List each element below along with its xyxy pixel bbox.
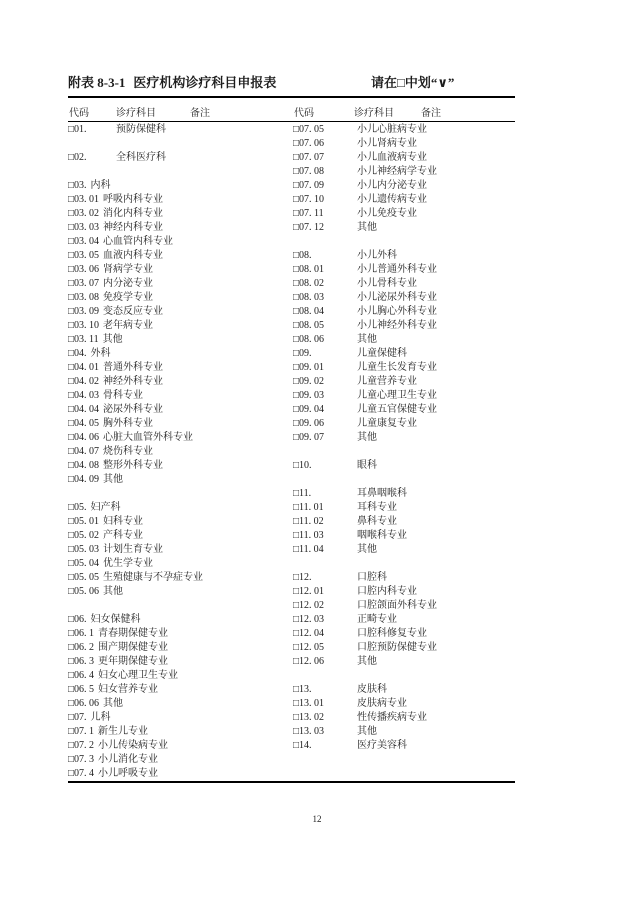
table-row xyxy=(293,291,515,305)
checkbox-code[interactable]: □07. 11 xyxy=(293,208,324,219)
table-row xyxy=(68,207,292,221)
checkbox-code[interactable]: □13. 02 xyxy=(293,712,325,723)
table-row-blank xyxy=(293,473,515,487)
checkbox-code[interactable]: □03. 06 xyxy=(68,264,100,275)
checkbox-code[interactable]: □07. xyxy=(68,712,87,723)
checkbox-code[interactable]: □07. 3 xyxy=(68,754,95,765)
checkbox-code[interactable]: □04. xyxy=(68,348,87,359)
table-row xyxy=(68,669,292,683)
checkbox-code[interactable]: □06. 5 xyxy=(68,684,95,695)
table-row xyxy=(68,347,292,361)
table-row xyxy=(293,137,515,151)
table-row xyxy=(293,529,515,543)
table-row xyxy=(293,711,515,725)
subject-name: 正畸专业 xyxy=(357,614,397,625)
checkbox-code[interactable]: □03. 10 xyxy=(68,320,100,331)
checkbox-code[interactable]: □05. 06 xyxy=(68,586,100,597)
checkbox-code[interactable]: □01. xyxy=(68,124,87,135)
table-row xyxy=(293,333,515,347)
subject-name: 其他 xyxy=(103,698,124,709)
subject-name: 小儿传染病专业 xyxy=(98,740,169,751)
table-row xyxy=(68,641,292,655)
subject-name: 新生儿专业 xyxy=(98,726,149,737)
subject-name: 口腔预防保健专业 xyxy=(357,642,437,653)
checkbox-code[interactable]: □08. 02 xyxy=(293,278,325,289)
checkbox-code[interactable]: □05. xyxy=(68,502,87,513)
subject-name: 消化内科专业 xyxy=(103,208,164,219)
checkbox-code[interactable]: □09. 02 xyxy=(293,376,325,387)
table-row xyxy=(293,431,515,445)
subject-name: 小儿肾病专业 xyxy=(357,138,417,149)
checkbox-code[interactable]: □04. 03 xyxy=(68,390,100,401)
table-row xyxy=(293,207,515,221)
checkbox-code[interactable]: □05. 01 xyxy=(68,516,100,527)
table-row xyxy=(293,179,515,193)
checkbox-code[interactable]: □07. 4 xyxy=(68,768,95,779)
subject-name: 小儿骨科专业 xyxy=(357,278,417,289)
table-column-right xyxy=(293,123,515,781)
table-column-left xyxy=(68,123,292,781)
checkbox-code[interactable]: □04. 09 xyxy=(68,474,100,485)
table-row xyxy=(68,627,292,641)
page-title: 医疗机构诊疗科目申报表 xyxy=(133,75,277,90)
checkbox-code[interactable]: □04. 02 xyxy=(68,376,100,387)
table-row xyxy=(68,501,292,515)
subject-name: 围产期保健专业 xyxy=(98,642,169,653)
table-row xyxy=(293,725,515,739)
table-row xyxy=(293,515,515,529)
subject-name: 妇产科 xyxy=(90,502,121,513)
checkbox-code[interactable]: □08. 03 xyxy=(293,292,325,303)
subject-name: 咽喉科专业 xyxy=(357,530,407,541)
header-rule xyxy=(68,121,515,122)
checkbox-code[interactable]: □09. 04 xyxy=(293,404,325,415)
subject-name: 儿童生长发育专业 xyxy=(357,362,437,373)
subject-name: 儿童康复专业 xyxy=(357,418,417,429)
subject-name: 其他 xyxy=(103,586,124,597)
table-row xyxy=(68,613,292,627)
checkbox-code[interactable]: □11. 02 xyxy=(293,516,324,527)
table-row-blank xyxy=(293,445,515,459)
subject-name: 小儿心脏病专业 xyxy=(357,124,427,135)
subject-name: 血液内科专业 xyxy=(103,250,164,261)
table-row xyxy=(293,319,515,333)
checkbox-code[interactable]: □04. 04 xyxy=(68,404,100,415)
subject-name: 外科 xyxy=(90,348,111,359)
title-line xyxy=(68,72,276,91)
subject-name: 小儿遗传病专业 xyxy=(357,194,427,205)
subject-name: 鼻科专业 xyxy=(357,516,397,527)
checkbox-code[interactable]: □05. 02 xyxy=(68,530,100,541)
checkbox-code[interactable]: □12. 05 xyxy=(293,642,325,653)
checkbox-code[interactable]: □08. 01 xyxy=(293,264,325,275)
table-row xyxy=(293,487,515,501)
subject-name: 其他 xyxy=(103,474,124,485)
checkbox-code[interactable]: □03. xyxy=(68,180,87,191)
subject-name: 妇女心理卫生专业 xyxy=(98,670,179,681)
table-row xyxy=(68,179,292,193)
subject-name: 预防保健科 xyxy=(116,124,166,135)
checkbox-code[interactable]: □09. 01 xyxy=(293,362,325,373)
table-row xyxy=(68,361,292,375)
checkbox-code[interactable]: □03. 11 xyxy=(68,334,99,345)
subject-name: 计划生育专业 xyxy=(103,544,164,555)
table-row xyxy=(293,221,515,235)
checkbox-code[interactable]: □06. 06 xyxy=(68,698,100,709)
table-row xyxy=(68,445,292,459)
subject-name: 青春期保健专业 xyxy=(98,628,169,639)
column-header-code-left: 代码 xyxy=(69,108,89,119)
table-row xyxy=(68,319,292,333)
table-row xyxy=(293,249,515,263)
column-header-row xyxy=(68,104,515,120)
subject-name: 眼科 xyxy=(357,460,377,471)
table-row xyxy=(68,389,292,403)
subject-name: 骨科专业 xyxy=(103,390,144,401)
subject-name: 全科医疗科 xyxy=(116,152,166,163)
subject-name: 优生学专业 xyxy=(103,558,154,569)
bottom-rule xyxy=(68,781,515,783)
checkbox-code[interactable]: □11. 03 xyxy=(293,530,324,541)
subject-name: 儿童营养专业 xyxy=(357,376,417,387)
table-row-blank xyxy=(293,753,515,767)
table-row xyxy=(293,193,515,207)
subject-name: 皮肤病专业 xyxy=(357,698,407,709)
subject-name: 神经外科专业 xyxy=(103,376,164,387)
table-row xyxy=(68,557,292,571)
table-row xyxy=(293,459,515,473)
subject-name: 老年病专业 xyxy=(103,320,154,331)
subject-name: 呼吸内科专业 xyxy=(103,194,164,205)
checkbox-code[interactable]: □05. 05 xyxy=(68,572,100,583)
checkbox-code[interactable]: □05. 04 xyxy=(68,558,100,569)
table-row xyxy=(68,697,292,711)
checkbox-instruction: 请在□中划“∨” xyxy=(371,75,455,90)
checkbox-code[interactable]: □03. 08 xyxy=(68,292,100,303)
subject-name: 小儿神经外科专业 xyxy=(357,320,437,331)
checkbox-code[interactable]: □12. xyxy=(293,572,312,583)
checkbox-code[interactable]: □03. 05 xyxy=(68,250,100,261)
table-row xyxy=(68,711,292,725)
checkbox-code[interactable]: □07. 12 xyxy=(293,222,325,233)
table-row xyxy=(68,473,292,487)
subject-name: 内科 xyxy=(90,180,111,191)
checkbox-code[interactable]: □07. 09 xyxy=(293,180,325,191)
table-row xyxy=(293,599,515,613)
table-row xyxy=(68,417,292,431)
table-row xyxy=(293,739,515,753)
table-row xyxy=(293,375,515,389)
column-header-subject-right: 诊疗科目 xyxy=(354,108,394,119)
subject-name: 口腔科 xyxy=(357,572,387,583)
subject-name: 小儿血液病专业 xyxy=(357,152,427,163)
checkbox-code[interactable]: □03. 01 xyxy=(68,194,100,205)
checkbox-code[interactable]: □08. xyxy=(293,250,312,261)
subject-name: 口腔科修复专业 xyxy=(357,628,427,639)
table-row xyxy=(68,585,292,599)
table-row xyxy=(68,655,292,669)
checkbox-code[interactable]: □09. xyxy=(293,348,312,359)
subject-name: 免疫学专业 xyxy=(103,292,154,303)
table-row xyxy=(68,543,292,557)
table-row xyxy=(68,291,292,305)
table-row xyxy=(68,333,292,347)
table-row xyxy=(68,571,292,585)
column-header-remark-left: 备注 xyxy=(190,108,210,119)
checkbox-code[interactable]: □09. 06 xyxy=(293,418,325,429)
table-row xyxy=(293,403,515,417)
checkbox-code[interactable]: □12. 03 xyxy=(293,614,325,625)
checkbox-code[interactable]: □08. 05 xyxy=(293,320,325,331)
table-row xyxy=(293,347,515,361)
checkbox-code[interactable]: □13. xyxy=(293,684,312,695)
checkbox-code[interactable]: □07. 10 xyxy=(293,194,325,205)
subject-name: 小儿普通外科专业 xyxy=(357,264,437,275)
table-row xyxy=(293,697,515,711)
table-row xyxy=(293,123,515,137)
checkbox-code[interactable]: □03. 09 xyxy=(68,306,100,317)
checkbox-code[interactable]: □06. 2 xyxy=(68,642,95,653)
subject-name: 儿童心理卫生专业 xyxy=(357,390,437,401)
checkbox-code[interactable]: □12. 01 xyxy=(293,586,325,597)
table-row-blank xyxy=(68,599,292,613)
subject-name: 耳科专业 xyxy=(357,502,397,513)
table-row xyxy=(293,151,515,165)
table-row xyxy=(293,277,515,291)
subject-name: 产科专业 xyxy=(103,530,144,541)
table-row xyxy=(293,683,515,697)
table-row xyxy=(293,361,515,375)
subject-name: 小儿消化专业 xyxy=(98,754,159,765)
table-row xyxy=(68,277,292,291)
table-row-blank xyxy=(293,235,515,249)
table-row xyxy=(293,165,515,179)
subject-name: 儿童五官保健专业 xyxy=(357,404,437,415)
table-row xyxy=(68,403,292,417)
subject-name: 其他 xyxy=(357,726,377,737)
checkbox-code[interactable]: □04. 08 xyxy=(68,460,100,471)
table-row xyxy=(293,571,515,585)
checkbox-code[interactable]: □07. 2 xyxy=(68,740,95,751)
table-row xyxy=(68,529,292,543)
subject-name: 耳鼻咽喉科 xyxy=(357,488,407,499)
checkbox-code[interactable]: □04. 07 xyxy=(68,446,100,457)
subject-name: 其他 xyxy=(102,334,123,345)
table-row xyxy=(293,389,515,403)
table-row xyxy=(68,305,292,319)
checkbox-code[interactable]: □03. 07 xyxy=(68,278,100,289)
form-table-label: 附表 8-3-1 xyxy=(68,75,126,90)
table-row xyxy=(293,613,515,627)
subject-name: 变态反应专业 xyxy=(103,306,164,317)
table-row xyxy=(68,249,292,263)
checkbox-code[interactable]: □14. xyxy=(293,740,312,751)
subject-name: 口腔颌面外科专业 xyxy=(357,600,437,611)
subject-name: 其他 xyxy=(357,334,377,345)
table-row-blank xyxy=(293,767,515,781)
checkbox-code[interactable]: □11. xyxy=(293,488,312,499)
checkbox-code[interactable]: □12. 02 xyxy=(293,600,325,611)
subject-name: 胸外科专业 xyxy=(103,418,154,429)
table-row xyxy=(68,193,292,207)
checkbox-code[interactable]: □04. 06 xyxy=(68,432,100,443)
checkbox-code[interactable]: □06. 4 xyxy=(68,670,95,681)
checkbox-code[interactable]: □06. 3 xyxy=(68,656,95,667)
subject-name: 皮肤科 xyxy=(357,684,387,695)
table-row xyxy=(68,235,292,249)
checkbox-code[interactable]: □04. 01 xyxy=(68,362,100,373)
table-row-blank xyxy=(68,137,292,151)
table-row xyxy=(293,655,515,669)
page-number: 12 xyxy=(312,814,322,824)
table-row xyxy=(293,417,515,431)
checkbox-code[interactable]: □11. 04 xyxy=(293,544,324,555)
checkbox-code[interactable]: □02. xyxy=(68,152,87,163)
subject-name: 心脏大血管外科专业 xyxy=(103,432,194,443)
table-row xyxy=(293,627,515,641)
checkbox-code[interactable]: □11. 01 xyxy=(293,502,324,513)
checkbox-code[interactable]: □03. 04 xyxy=(68,236,100,247)
subject-name: 小儿呼吸专业 xyxy=(98,768,159,779)
checkbox-code[interactable]: □08. 04 xyxy=(293,306,325,317)
table-row xyxy=(68,739,292,753)
table-row-blank xyxy=(68,165,292,179)
subject-name: 烧伤科专业 xyxy=(103,446,154,457)
subject-name: 小儿免疫专业 xyxy=(357,208,417,219)
subject-name: 其他 xyxy=(357,544,377,555)
checkbox-code[interactable]: □09. 03 xyxy=(293,390,325,401)
subject-name: 儿童保健科 xyxy=(357,348,407,359)
table-row xyxy=(68,263,292,277)
table-row xyxy=(293,585,515,599)
table-row-blank xyxy=(293,557,515,571)
table-row xyxy=(68,725,292,739)
column-header-remark-right: 备注 xyxy=(421,108,441,119)
checkbox-code[interactable]: □12. 06 xyxy=(293,656,325,667)
checkbox-code[interactable]: □10. xyxy=(293,460,312,471)
table-row xyxy=(293,543,515,557)
subject-name: 口腔内科专业 xyxy=(357,586,417,597)
subject-name: 小儿胸心外科专业 xyxy=(357,306,437,317)
subject-name: 性传播疾病专业 xyxy=(357,712,427,723)
subject-name: 妇女保健科 xyxy=(90,614,141,625)
table-row xyxy=(68,151,292,165)
subject-name: 其他 xyxy=(357,222,377,233)
checkbox-code[interactable]: □07. 05 xyxy=(293,124,325,135)
subject-name: 妇女营养专业 xyxy=(98,684,159,695)
table-row xyxy=(68,221,292,235)
subject-name: 内分泌专业 xyxy=(103,278,154,289)
checkbox-code[interactable]: □13. 03 xyxy=(293,726,325,737)
subject-name: 更年期保健专业 xyxy=(98,656,169,667)
table-row xyxy=(68,767,292,781)
table-row xyxy=(68,123,292,137)
subject-name: 小儿泌尿外科专业 xyxy=(357,292,437,303)
table-row-blank xyxy=(293,669,515,683)
column-header-subject-left: 诊疗科目 xyxy=(116,108,156,119)
subject-name: 心血管内科专业 xyxy=(103,236,174,247)
checkbox-code[interactable]: □09. 07 xyxy=(293,432,325,443)
checkbox-code[interactable]: □03. 02 xyxy=(68,208,100,219)
checkbox-code[interactable]: □05. 03 xyxy=(68,544,100,555)
table-row xyxy=(68,683,292,697)
checkbox-code[interactable]: □06. xyxy=(68,614,87,625)
subject-name: 泌尿外科专业 xyxy=(103,404,164,415)
checkbox-code[interactable]: □07. 08 xyxy=(293,166,325,177)
checkbox-code[interactable]: □12. 04 xyxy=(293,628,325,639)
table-row xyxy=(293,305,515,319)
table-row xyxy=(68,753,292,767)
checkbox-code[interactable]: □07. 07 xyxy=(293,152,325,163)
table-row xyxy=(68,431,292,445)
table-row xyxy=(68,515,292,529)
table-row-blank xyxy=(68,487,292,501)
checkbox-code[interactable]: □07. 06 xyxy=(293,138,325,149)
table-row xyxy=(293,263,515,277)
column-header-code-right: 代码 xyxy=(294,108,314,119)
checkbox-code[interactable]: □03. 03 xyxy=(68,222,100,233)
subject-name: 生殖健康与不孕症专业 xyxy=(103,572,204,583)
checkbox-code[interactable]: □04. 05 xyxy=(68,418,100,429)
table-row xyxy=(68,375,292,389)
subject-name: 儿科 xyxy=(90,712,111,723)
subject-name: 普通外科专业 xyxy=(103,362,164,373)
table-row xyxy=(68,459,292,473)
checkbox-code[interactable]: □06. 1 xyxy=(68,628,95,639)
checkbox-code[interactable]: □13. 01 xyxy=(293,698,325,709)
subject-name: 妇科专业 xyxy=(103,516,144,527)
table-row xyxy=(293,501,515,515)
top-rule xyxy=(68,96,515,98)
subject-name: 医疗美容科 xyxy=(357,740,407,751)
subject-name: 小儿外科 xyxy=(357,250,397,261)
subject-name: 其他 xyxy=(357,432,377,443)
subject-name: 小儿内分泌专业 xyxy=(357,180,427,191)
subject-name: 整形外科专业 xyxy=(103,460,164,471)
checkbox-code[interactable]: □07. 1 xyxy=(68,726,95,737)
subject-name: 小儿神经病学专业 xyxy=(357,166,437,177)
checkbox-code[interactable]: □08. 06 xyxy=(293,334,325,345)
subject-name: 肾病学专业 xyxy=(103,264,154,275)
subject-name: 其他 xyxy=(357,656,377,667)
table-row xyxy=(293,641,515,655)
subject-name: 神经内科专业 xyxy=(103,222,164,233)
